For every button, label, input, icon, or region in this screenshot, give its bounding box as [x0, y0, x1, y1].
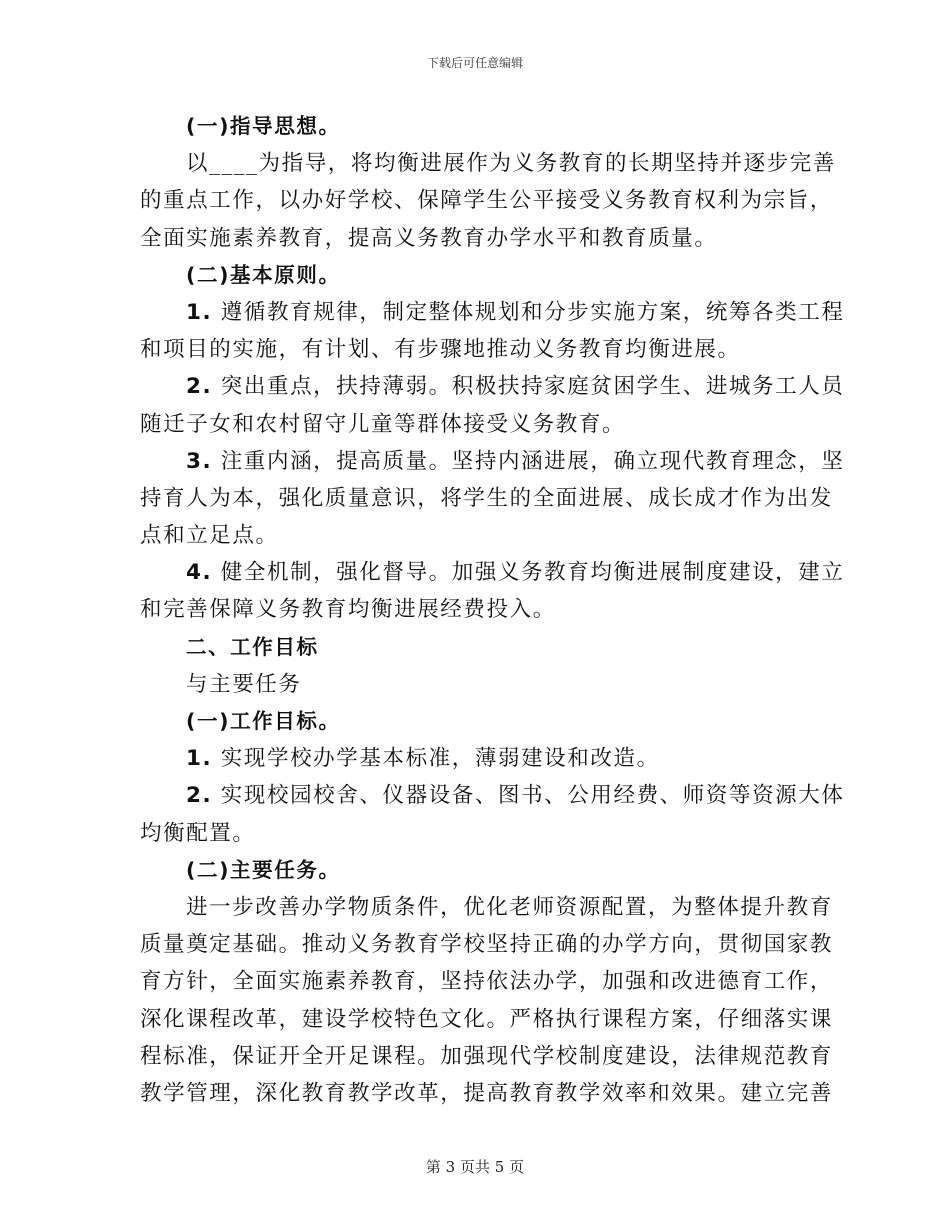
text-line	[140, 294, 845, 331]
text-line: 全面实施素养教育，提高义务教育办学水平和教育质量。	[140, 225, 718, 251]
text-line: 以____为指导，将均衡进展作为义务教育的长期坚持并逐步完善	[186, 151, 837, 177]
list-text: 注重内涵，提高质量。坚持内涵进展，确立现代教育理念，坚	[212, 448, 845, 474]
text-line: 的重点工作，以办好学校、保障学生公平接受义务教育权利为宗旨，	[140, 188, 834, 214]
page-header: 下载后可任意编辑	[426, 56, 523, 70]
list-text: 实现校园校舍、仪器设备、图书、公用经费、师资等资源大体	[212, 783, 845, 809]
list-text: 实现学校办学基本标准，薄弱建设和改造。	[212, 746, 660, 772]
text-line: 质量奠定基础。推动义务教育学校坚持正确的办学方向，贯彻国家教	[140, 932, 834, 958]
text-line: 和完善保障义务教育均衡进展经费投入。	[140, 597, 556, 623]
list-text: 突出重点，扶持薄弱。积极扶持家庭贫困学生、进城务工人员	[212, 374, 845, 400]
page-footer: 第 3 页共 5 页	[425, 1158, 525, 1176]
list-number: 3.	[186, 448, 213, 474]
text-line: 和项目的实施，有计划、有步骤地推动义务教育均衡进展。	[140, 337, 741, 363]
text-line: 教学管理，深化教育教学改革，提高教育教学效率和效果。建立完善	[140, 1080, 834, 1106]
list-number: 2.	[186, 783, 213, 809]
text-line: 持育人为本，强化质量意识，将学生的全面进展、成长成才作为出发	[140, 485, 834, 511]
text-line: 程标准，保证开全开足课程。加强现代学校制度建设，法律规范教育	[140, 1043, 834, 1069]
text-line: (一)指导思想。	[186, 114, 341, 138]
list-number: 1.	[186, 746, 213, 772]
list-text: 健全机制，强化督导。加强义务教育均衡进展制度建设，建立	[212, 560, 845, 586]
text-line: 随迁子女和农村留守儿童等群体接受义务教育。	[140, 411, 626, 437]
text-line: (一)工作目标。	[186, 709, 341, 733]
text-line: (二)基本原则。	[186, 262, 341, 287]
text-line: 进一步改善办学物质条件，优化老师资源配置，为整体提升教育	[186, 894, 833, 920]
text-line	[140, 443, 845, 480]
list-text: 遵循教育规律，制定整体规划和分步实施方案，统筹各类工程	[212, 299, 845, 325]
text-line: 深化课程改革，建设学校特色文化。严格执行课程方案，仔细落实课	[140, 1006, 834, 1032]
text-line: 二、工作目标	[186, 634, 319, 659]
list-number: 2.	[186, 374, 213, 400]
text-line	[140, 777, 845, 814]
text-line	[140, 554, 845, 591]
text-line: 点和立足点。	[140, 523, 279, 549]
document-body	[140, 108, 845, 1112]
text-line: 育方针，全面实施素养教育，坚持依法办学，加强和改进德育工作，	[140, 969, 834, 995]
text-line	[140, 740, 800, 777]
text-line	[140, 368, 845, 405]
text-line: (二)主要任务。	[186, 857, 341, 882]
list-number: 4.	[186, 560, 213, 586]
text-line: 均衡配置。	[140, 820, 256, 846]
list-number: 1.	[186, 299, 213, 325]
text-line: 与主要任务	[186, 671, 302, 697]
